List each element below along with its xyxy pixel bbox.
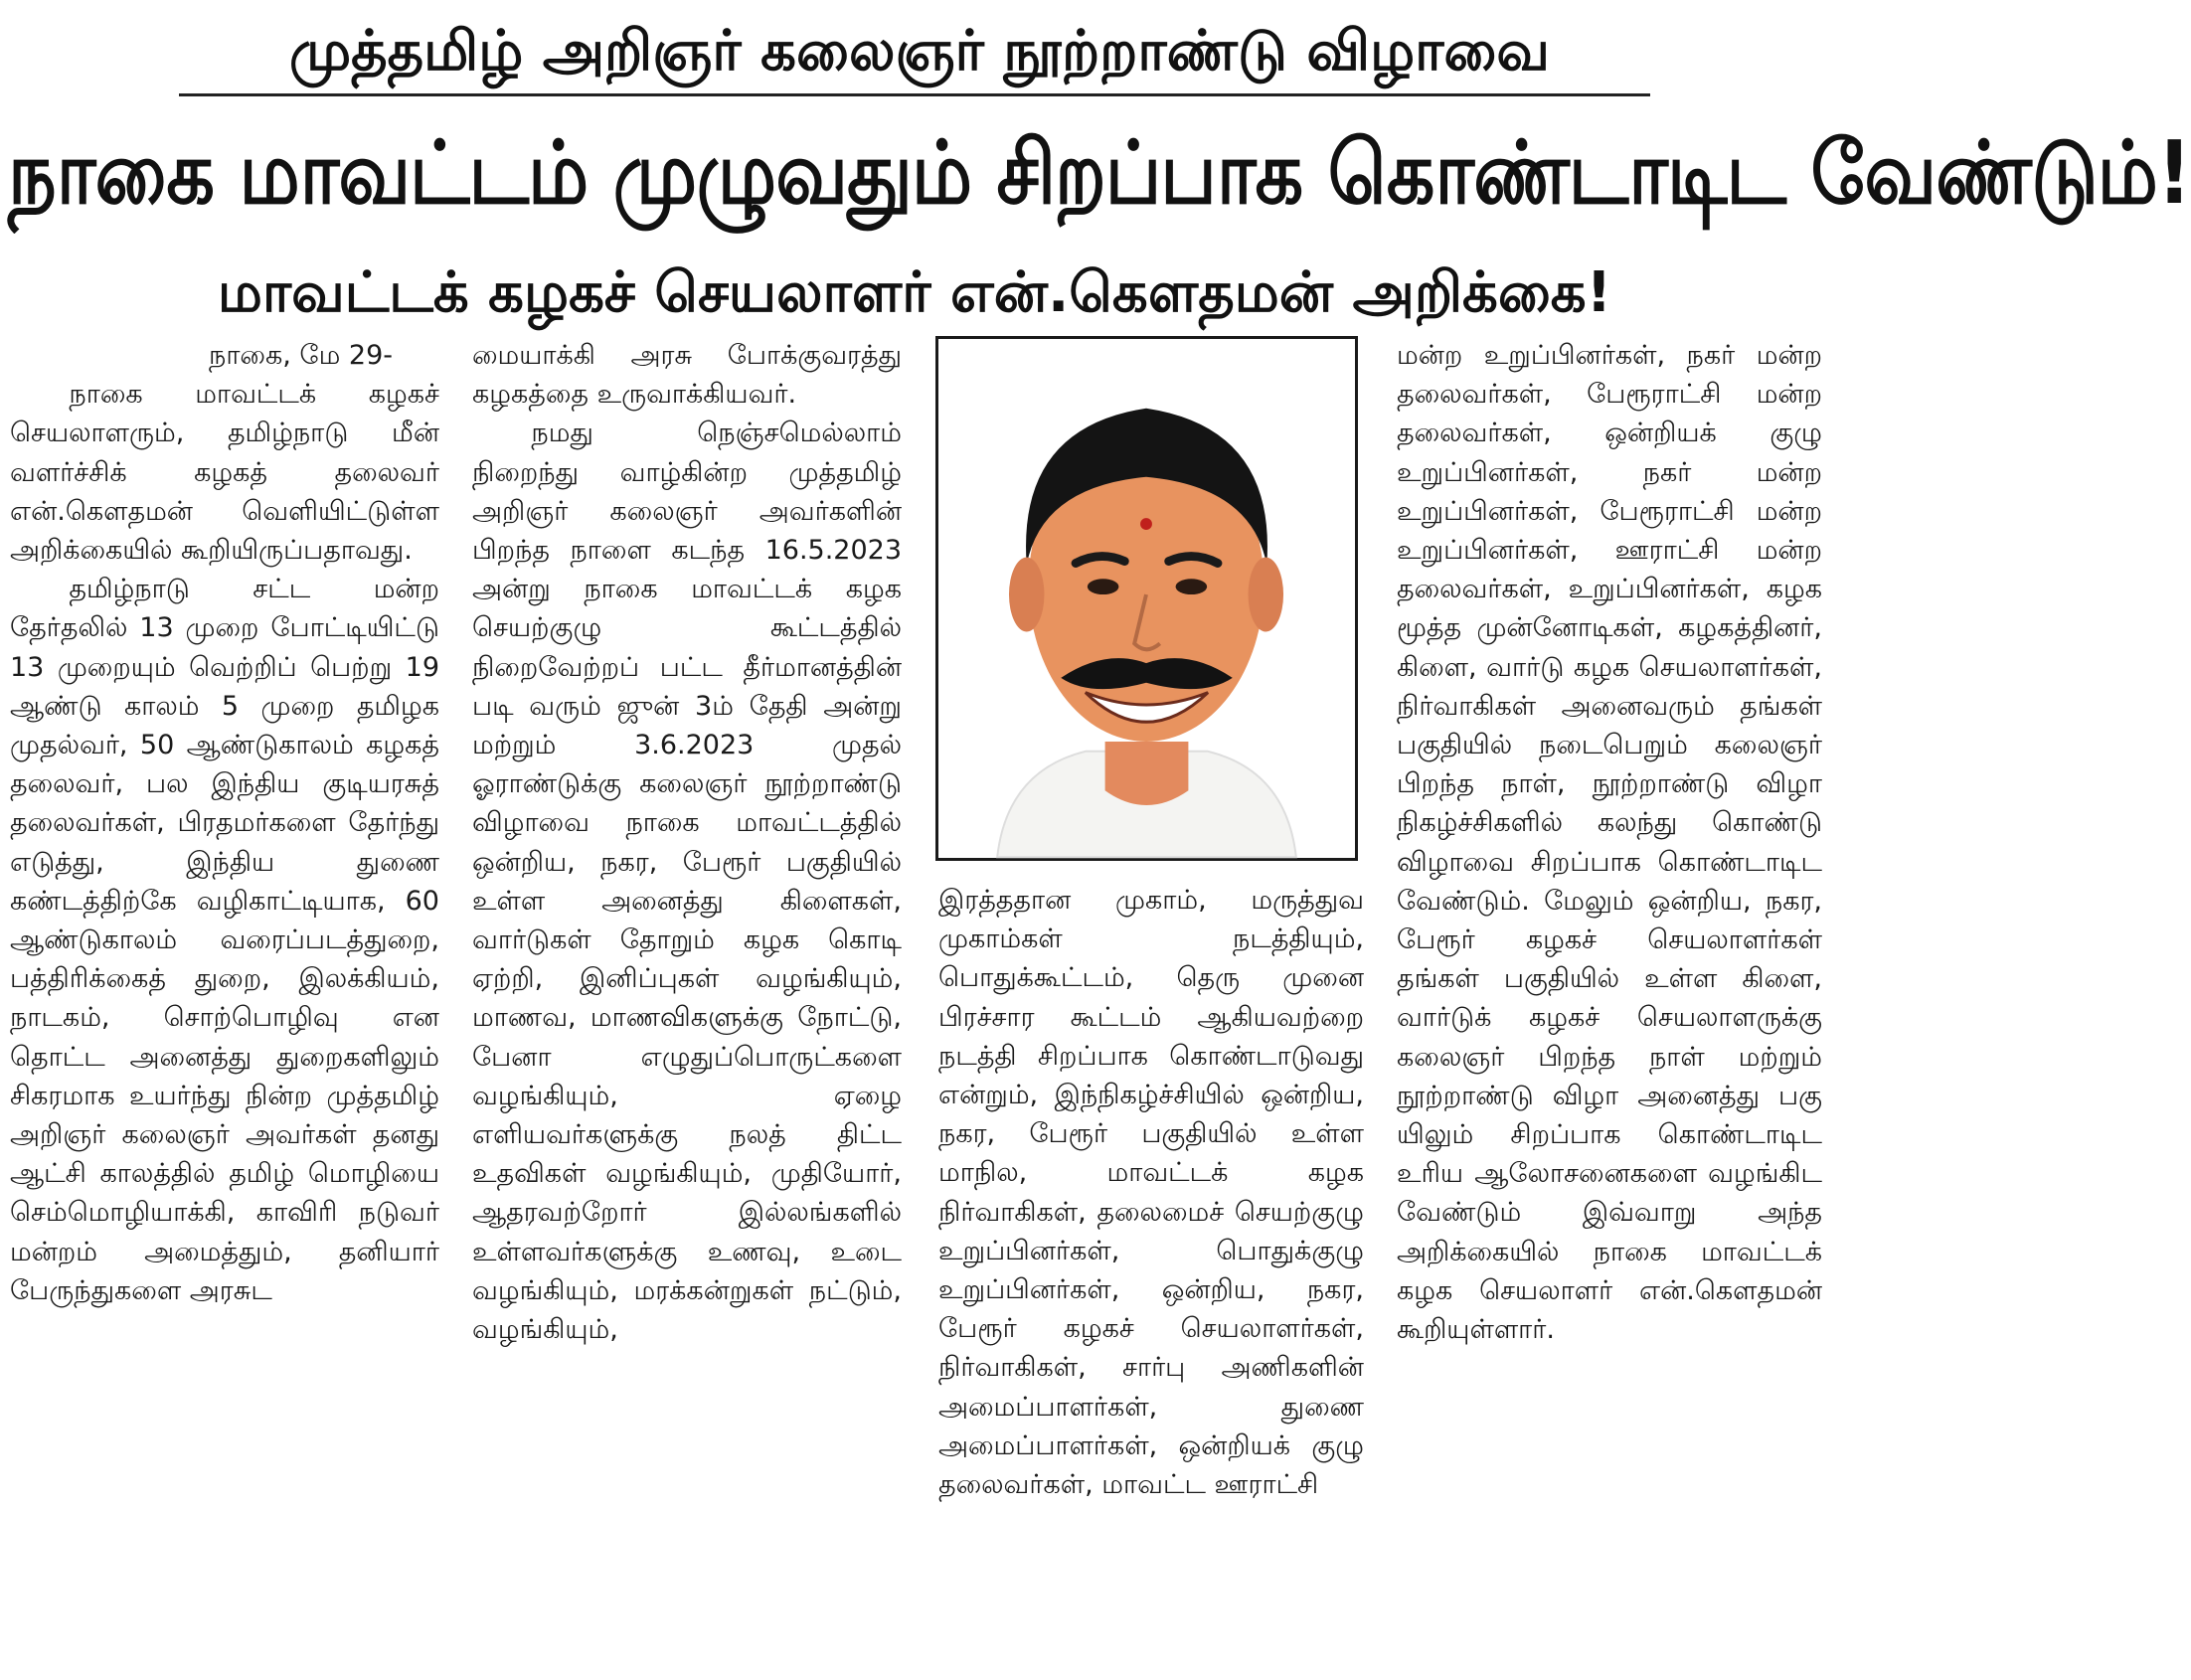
article-column-2 bbox=[472, 336, 902, 1668]
paragraph: நாகை மாவட்டக் கழகச் செயலாளரும், தமிழ்நாடு மீன் வளர்ச்சிக் கழகத் தலைவர் என்.கௌதமன் வெளியிட்டுள்ள அறிக்கையில் கூறியிருப்பதாவது. bbox=[10, 379, 439, 567]
paragraph: தமிழ்நாடு சட்ட மன்ற தேர்தலில் 13 முறை போட்டியிட்டு 13 முறையும் வெற்றிப் பெற்று 19 ஆண்டு காலம் 5 முறை தமிழக முதல்வர், 50 ஆண்டுகாலம் கழகத் தலைவர், பல இந்திய குடியரசுத் தலைவர்கள், பிரதமர்களை தேர்ந்து எடுத்து, இந்திய துணை கண்டத்திற்கே வழிகாட்டியாக, 60 ஆண்டுகாலம் வரைப்படத்துறை, பத்திரிக்கைத் துறை, இலக்கியம், நாடகம், சொற்பொழிவு என தொட்ட அனைத்து துறைகளிலும் சிகரமாக உயர்ந்து நின்ற முத்தமிழ் அறிஞர் கலைஞர் அவர்கள் தனது ஆட்சி காலத்தில் தமிழ் மொழியை செம்மொழியாக்கி, காவிரி நடுவர் மன்றம் அமைத்தும், தனியார் பேருந்துகளை அரசுட bbox=[10, 574, 439, 1306]
paragraph: மன்ற உறுப்பினர்கள், நகர் மன்ற தலைவர்கள், பேரூராட்சி மன்ற தலைவர்கள், ஒன்றியக் குழு உறுப்பினர்கள், நகர் மன்ற உறுப்பினர்கள், பேரூராட்சி மன்ற உறுப்பினர்கள், ஊராட்சி மன்ற தலைவர்கள், உறுப்பினர்கள், கழக மூத்த முன்னோடிகள், கழகத்தினர், கிளை, வார்டு கழக செயலாளர்கள், நிர்வாகிகள் அனைவரும் தங்கள் பகுதியில் நடைபெறும் கலைஞர் பிறந்த நாள், நூற்றாண்டு விழா நிகழ்ச்சிகளில் கலந்து கொண்டு விழாவை சிறப்பாக கொண்டாடிட வேண்டும். மேலும் ஒன்றிய, நகர, பேரூர் கழகச் செயலாளர்கள் தங்கள் பகுதியில் உள்ள கிளை, வார்டுக் கழகச் செயலாளருக்கு கலைஞர் பிறந்த நாள் மற்றும் நூற்றாண்டு விழா அனைத்து பகு யிலும் சிறப்பாக கொண்டாடிட உரிய ஆலோசனைகளை வழங்கிட வேண்டும் இவ்வாறு அந்த அறிக்கையில் நாகை மாவட்டக் கழக செயலாளர் என்.கௌதமன் கூறியுள்ளார். bbox=[1397, 340, 1822, 1346]
portrait-photo-icon bbox=[938, 339, 1355, 858]
portrait-photo bbox=[935, 336, 1358, 861]
main-headline: நாகை மாவட்டம் முழுவதும் சிறப்பாக கொண்டாடிட வேண்டும்! bbox=[8, 121, 2191, 224]
kicker-underline bbox=[179, 93, 1650, 96]
paragraph: இரத்ததான முகாம், மருத்துவ முகாம்கள் நடத்தியும், பொதுக்கூட்டம், தெரு முனை பிரச்சார கூட்டம் ஆகியவற்றை நடத்தி சிறப்பாக கொண்டாடுவது என்றும், இந்நிகழ்ச்சியில் ஒன்றிய, நகர, பேரூர் பகுதியில் உள்ள மாநில, மாவட்டக் கழக நிர்வாகிகள், தலைமைச் செயற்குழு உறுப்பினர்கள், பொதுக்குழு உறுப்பினர்கள், ஒன்றிய, நகர, பேரூர் கழகச் செயலாளர்கள், நிர்வாகிகள், சார்பு அணிகளின் அமைப்பாளர்கள், துணை அமைப்பாளர்கள், ஒன்றியக் குழு தலைவர்கள், மாவட்ட ஊராட்சி bbox=[938, 885, 1364, 1501]
paragraph: நமது நெஞ்சமெல்லாம் நிறைந்து வாழ்கின்ற முத்தமிழ் அறிஞர் கலைஞர் அவர்களின் பிறந்த நாளை கடந்த 16.5.2023 அன்று நாகை மாவட்டக் கழக செயற்குழு கூட்டத்தில் நிறைவேற்றப் பட்ட தீர்மானத்தின் படி வரும் ஜுன் 3ம் தேதி அன்று மற்றும் 3.6.2023 முதல் ஓராண்டுக்கு கலைஞர் நூற்றாண்டு விழாவை நாகை மாவட்டத்தில் ஒன்றிய, நகர, பேரூர் பகுதியில் உள்ள அனைத்து கிளைகள், வார்டுகள் தோறும் கழக கொடி ஏற்றி, இனிப்புகள் வழங்கியும், மாணவ, மாணவிகளுக்கு நோட்டு, பேனா எழுதுப்பொருட்களை வழங்கியும், ஏழை எளியவர்களுக்கு நலத் திட்ட உதவிகள் வழங்கியும், முதியோர், ஆதரவற்றோர் இல்லங்களில் உள்ளவர்களுக்கு உணவு, உடை வழங்கியும், மரக்கன்றுகள் நட்டும், வழங்கியும், bbox=[472, 418, 902, 1346]
kicker-headline: முத்தமிழ் அறிஞர் கலைஞர் நூற்றாண்டு விழாவை bbox=[289, 19, 1550, 84]
article-column-1 bbox=[10, 336, 439, 1668]
paragraph: மையாக்கி அரசு போக்குவரத்து கழகத்தை உருவாக்கியவர். bbox=[472, 340, 902, 411]
sub-headline: மாவட்டக் கழகச் செயலாளர் என்.கௌதமன் அறிக்கை! bbox=[217, 260, 1612, 325]
dateline: நாகை, மே 29- bbox=[209, 340, 393, 371]
article-column-4 bbox=[1397, 336, 1822, 1668]
article-column-3 bbox=[938, 881, 1364, 1666]
